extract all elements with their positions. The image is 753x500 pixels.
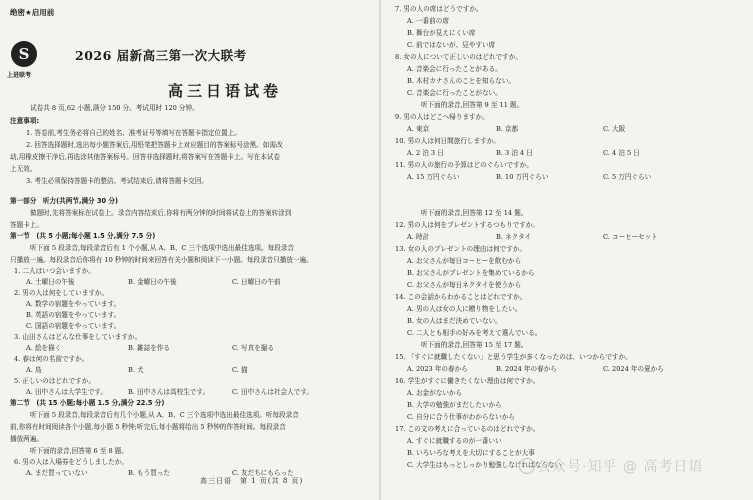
answer-option: B. 3 泊 4 日 [496,149,533,157]
answer-option: C. 猫 [232,366,248,374]
answer-option: C. 友だちにもらった [232,469,294,477]
text-line: B. 木村カナさんのことを知らない。 [407,77,515,85]
text-line: 3. 山田さんはどんな仕事をしていますか。 [14,333,142,341]
text-line: 听下面 5 段录音,每段录音后有 1 个小题,从 A、B、C 三个选项中选出最佳选项。每段录音 [30,244,294,252]
text-line: 听下面的录音,回答第 12 至 14 题。 [421,209,528,217]
text-line: 2. 回答选择题时,选出每小题答案后,用铅笔把答题卡上对应题目的答案标号涂黑。如需改 [26,141,283,149]
text-line: C. 国語の宿題をやっています。 [26,322,121,330]
text-line: 听下面的录音,回答第 9 至 11 题。 [421,101,524,109]
text-line: 听下面的录音,回答第 6 至 8 题。 [30,447,128,455]
text-line: 8. 女の人について正しいのはどれですか。 [395,53,522,61]
answer-option: A. 2023 年の春から [407,365,468,373]
answer-option: A. 土曜日の午後 [26,278,75,286]
text-line: A. 一番前の席 [407,17,449,25]
text-line: B. 女の人はまだ決めていない。 [407,317,502,325]
watermark-icon [519,458,535,474]
publisher-logo-text: 上进联考 [7,72,32,79]
answer-option: A. 田中さんは大学生です。 [26,388,107,396]
text-line: 只播放一遍。每段录音后你将有 10 秒钟的时间来回答有关小题和阅读下一小题。每段录音只播放一遍。 [10,256,313,264]
text-line: 11. 男の人の旅行の予算はどのぐらいですか。 [395,161,533,169]
text-line: A. お金がないから [407,389,463,397]
text-line: A. 音楽会に行ったことがある。 [407,65,502,73]
text-line: C. お父さんが毎日ネクタイを使うから [407,281,522,289]
answer-option: B. 京都 [496,125,519,133]
text-line: A. 男の人は女の人に贈り物をしたい。 [407,305,522,313]
text-line: 听下面的录音,回答第 15 至 17 题。 [421,341,528,349]
text-line: 听下面 5 段录音,每段录音后有几个小题,从 A、B、C 三个选项中选出最佳选项。听每段录音 [30,411,299,419]
text-line: C. 二人とも相手の好みを考えて選んでいる。 [407,329,542,337]
right-column [381,0,753,500]
publisher-logo-icon: S [11,41,37,67]
text-line: 第二节 (共 15 小题;每小题 1.5 分,满分 22.5 分) [10,399,165,407]
text-line: 动,用橡皮擦干净后,再选涂其他答案标号。回答非选择题时,将答案写在答题卡上。写在本试卷 [10,153,281,161]
answer-option: C. 2024 年の夏から [603,365,664,373]
text-line: B. お父さんがプレゼントを集めているから [407,269,535,277]
text-line: B. 英語の宿題をやっています。 [26,311,121,319]
text-line: 10. 男の人は何日間旅行しますか。 [395,137,500,145]
text-line: 试卷共 8 页,62 小题,满分 150 分。考试用时 120 分钟。 [30,104,199,112]
exam-title: 2026 届新高三第一次大联考 [75,48,247,63]
answer-option: A. 鳥 [26,366,42,374]
text-line: 13. 女の人のプレゼントの理由は何ですか。 [395,245,527,253]
text-line: 1. 二人はいつ会いますか。 [14,267,95,275]
answer-option: A. 2 泊 3 日 [407,149,444,157]
text-line: C. 自分に合う仕事がわからないから [407,413,515,421]
text-line: 第一部分 听力(共两节,满分 30 分) [10,197,119,205]
paper-title: 高三日语试卷 [168,82,283,100]
text-line: 16. 学生がすぐに働きたくない理由は何ですか。 [395,377,540,385]
text-line: 2. 男の人は何をしていますか。 [14,289,109,297]
answer-option: C. 5 万円ぐらい [603,173,652,181]
answer-option: B. ネクタイ [496,233,532,241]
text-line: 15. 「すぐに就職したくない」と思う学生が多くなったのは、いつからですか。 [395,353,632,361]
secret-label: 绝密★启用前 [10,8,55,17]
answer-option: B. 雑誌を作る [128,344,171,352]
text-line: 上无效。 [10,165,37,173]
answer-option: C. 日曜日の午前 [232,278,281,286]
answer-option: B. もう買った [128,469,171,477]
answer-option: C. コーヒーセット [603,233,658,241]
text-line: C. 前ではないが、見やすい席 [407,41,496,49]
text-line: 答题卡上。 [10,221,43,229]
text-line: 第一节 (共 5 小题;每小题 1.5 分,满分 7.5 分) [10,232,156,240]
answer-option: B. 田中さんは高校生です。 [128,388,210,396]
answer-option: B. 2024 年の春から [496,365,557,373]
answer-option: A. 絵を描く [26,344,62,352]
watermark-text: 公众号·知乎 @ 高考日语 [537,459,704,475]
text-line: 5. 正しいのはどれですか。 [14,377,95,385]
text-line: C. 音楽会に行ったことがない。 [407,89,502,97]
answer-option: B. 犬 [128,366,144,374]
text-line: 3. 考生必须保持答题卡的整洁。考试结束后,请将答题卡交回。 [26,177,208,185]
text-line: A. 数学の宿題をやっています。 [26,300,121,308]
answer-option: C. 大阪 [603,125,626,133]
text-line: 4. 春は何の名前ですか。 [14,355,89,363]
text-line: 7. 男の人の席はどうですか。 [395,5,483,13]
text-line: A. お父さんが毎日コーヒーを飲むから [407,257,522,265]
text-line: B. 大学の勉強がまだしたいから [407,401,502,409]
answer-option: A. 時計 [407,233,430,241]
text-line: C. 大学生はもっとしっかり勉強しなければならない [407,461,562,469]
text-line: 6. 男の人は入場券をどうしましたか。 [14,458,128,466]
text-line: A. すぐに就職するのが一番いい [407,437,502,445]
answer-option: B. 10 万円ぐらい [496,173,549,181]
text-line: 注意事项: [10,117,40,125]
text-line: 12. 男の人は何をプレゼントするつもりですか。 [395,221,539,229]
text-line: 9. 男の人はどこへ帰りますか。 [395,113,489,121]
answer-option: C. 4 泊 5 日 [603,149,640,157]
text-line: 播放两遍。 [10,435,43,443]
text-line: B. 舞台が見えにくい席 [407,29,476,37]
answer-option: C. 田中さんは社会人です。 [232,388,314,396]
answer-option: B. 金曜日の午後 [128,278,177,286]
answer-option: A. まだ買っていない [26,469,88,477]
answer-option: A. 15 万円ぐらい [407,173,460,181]
text-line: 前,你将有时间阅读各个小题,每小题 5 秒钟;听完后,每小题将给出 5 秒钟的作答时间。每段录音 [10,423,286,431]
text-line: 做题时,先将答案标在试卷上。录音内容结束后,你将有两分钟的时间将试卷上的答案转涂到 [30,209,292,217]
text-line: 14. この会話からわかることはどれですか。 [395,293,527,301]
text-line: 1. 答卷前,考生务必将自己的姓名、准考证号等填写在答题卡指定位置上。 [26,129,241,137]
text-line: 17. この文の考えに合っているのはどれですか。 [395,425,540,433]
text-line: B. いろいろな考えを大切にすることが大事 [407,449,535,457]
page-footer: 高三日语 第 1 页(共 8 页) [200,477,304,485]
answer-option: C. 写真を撮る [232,344,274,352]
answer-option: A. 東京 [407,125,430,133]
